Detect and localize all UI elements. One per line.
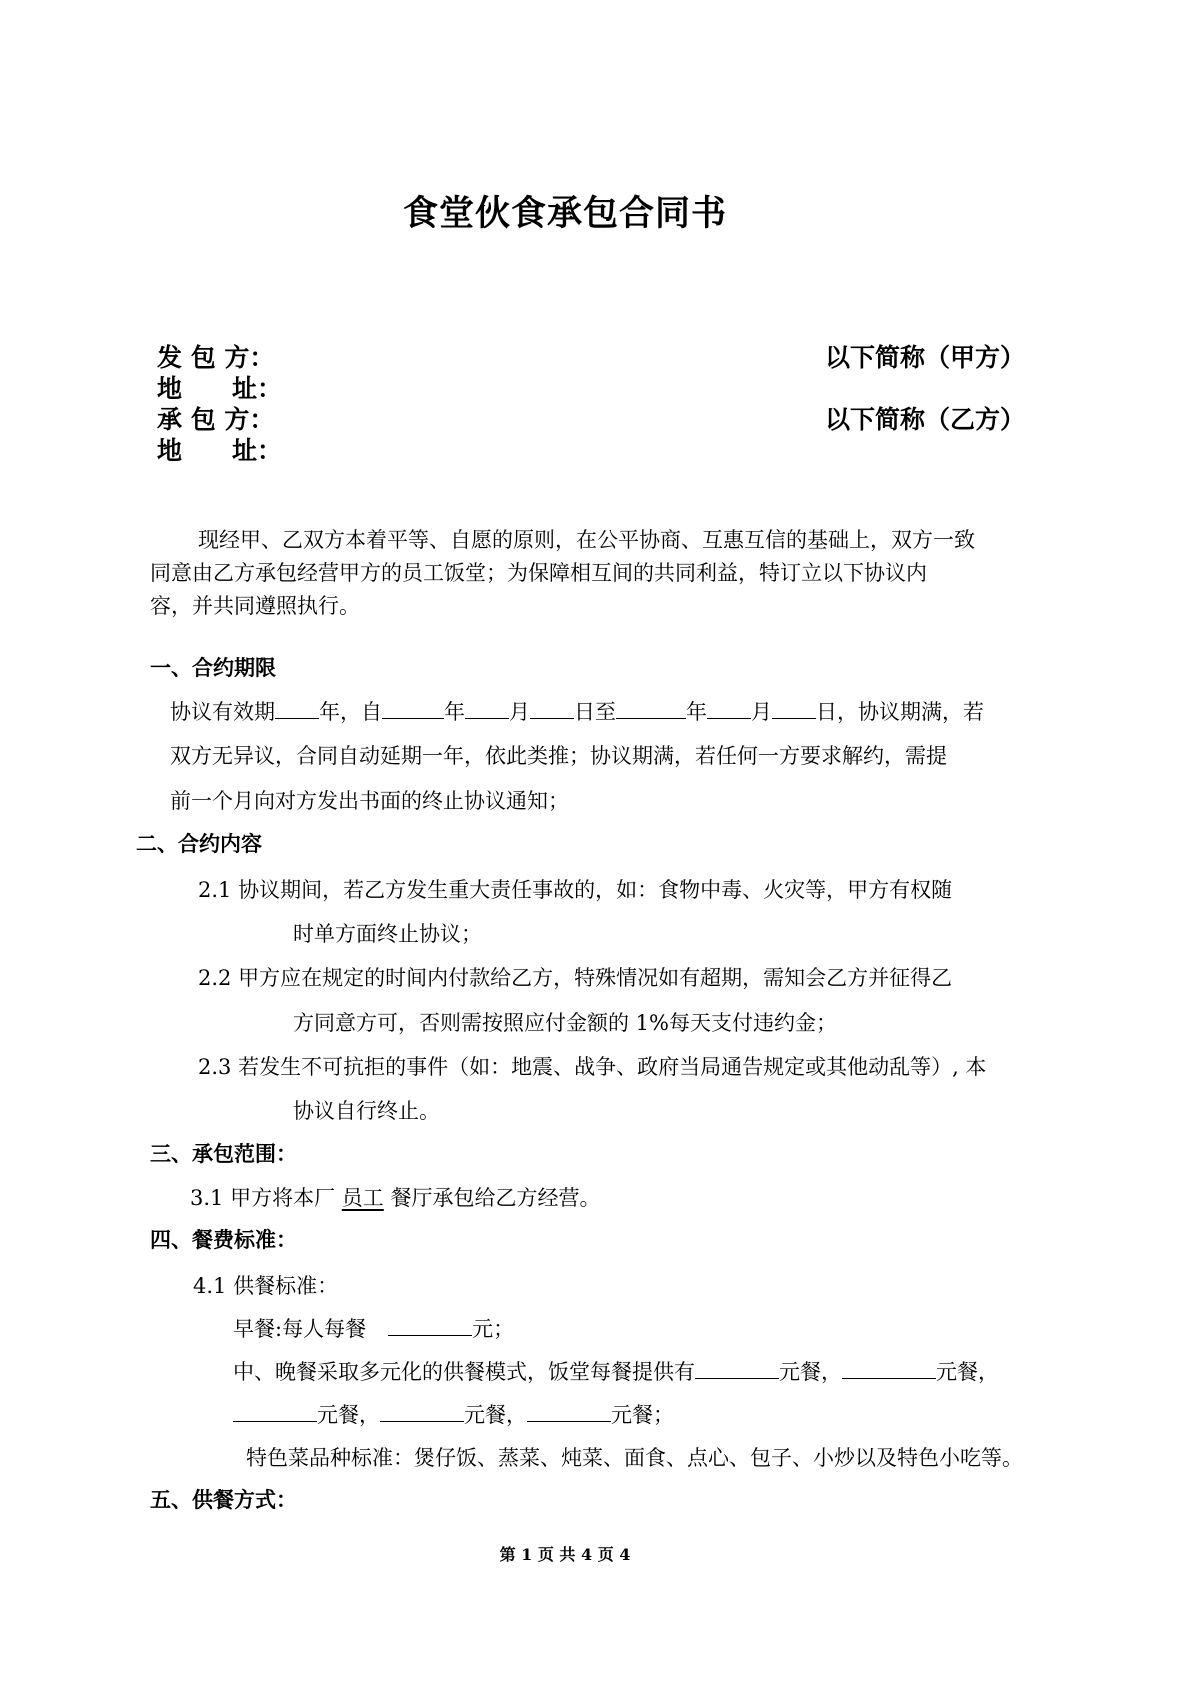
blank-start-day — [530, 696, 574, 719]
party-b-alias: 以下简称（乙方） — [825, 405, 1026, 434]
blank-meal-price-2 — [842, 1356, 936, 1379]
blank-end-month — [707, 696, 751, 719]
clause-3-1: 3.1 甲方将本厂 员工 餐厅承包给乙方经营。 — [190, 1186, 601, 1210]
address-b-label: 地 址： — [157, 436, 283, 465]
clause-4-1: 4.1 供餐标准： — [193, 1274, 339, 1298]
scope-fill: 员工 — [341, 1186, 384, 1210]
meal-price-line: 元餐， 元餐， 元餐； — [233, 1397, 674, 1433]
blank-meal-price-5 — [527, 1399, 611, 1422]
blank-breakfast-price — [388, 1313, 472, 1336]
section-4-heading: 四、餐费标准： — [150, 1227, 297, 1252]
lunch-dinner-line: 中、晚餐采取多元化的供餐模式，饭堂每餐提供有 元餐， 元餐， — [233, 1354, 999, 1390]
section-1-heading: 一、合约期限 — [150, 655, 276, 680]
blank-meal-price-3 — [233, 1399, 317, 1422]
clause-2-1-line-1: 2.1 协议期间，若乙方发生重大责任事故的，如：食物中毒、火灾等，甲方有权随 — [198, 878, 953, 902]
page-footer: 第 1 页 共 4 页 4 — [499, 1545, 631, 1564]
document-title: 食堂伙食承包合同书 — [402, 193, 727, 234]
blank-meal-price-1 — [695, 1356, 779, 1379]
term-line-2: 双方无异议，合同自动延期一年，依此类推；协议期满，若任何一方要求解约，需提 — [170, 744, 947, 768]
special-dishes-line: 特色菜品种标准：煲仔饭、蒸菜、炖菜、面食、点心、包子、小炒以及特色小吃等。 — [246, 1446, 1023, 1470]
term-line-3: 前一个月向对方发出书面的终止协议通知； — [170, 789, 569, 813]
term-line-1: 协议有效期 年，自 年 月 日至 年 月 日，协议期满，若 — [170, 694, 984, 730]
blank-end-year — [616, 696, 686, 719]
blank-years — [275, 696, 319, 719]
clause-2-3-line-1: 2.3 若发生不可抗拒的事件（如：地震、战争、政府当局通告规定或其他动乱等）, 本 — [198, 1055, 987, 1079]
section-2-heading: 二、合约内容 — [136, 831, 262, 856]
clause-2-3-line-2: 协议自行终止。 — [293, 1099, 440, 1123]
party-a-alias: 以下简称（甲方） — [825, 343, 1026, 372]
intro-line-2: 同意由乙方承包经营甲方的员工饭堂；为保障相互间的共同利益，特订立以下协议内 — [150, 561, 927, 585]
breakfast-line: 早餐:每人每餐 元； — [233, 1311, 514, 1347]
party-a-label: 发 包 方： — [157, 343, 275, 372]
intro-line-3: 容，并共同遵照执行。 — [150, 594, 360, 618]
clause-2-2-line-2: 方同意方可，否则需按照应付金额的 1%每天支付违约金； — [293, 1011, 837, 1035]
blank-start-month — [465, 696, 509, 719]
address-a-label: 地 址： — [157, 374, 283, 403]
blank-start-year — [382, 696, 444, 719]
section-3-heading: 三、承包范围： — [150, 1141, 297, 1166]
party-b-label: 承 包 方： — [157, 405, 275, 434]
clause-2-1-line-2: 时单方面终止协议； — [293, 922, 482, 946]
section-5-heading: 五、供餐方式： — [150, 1487, 297, 1512]
intro-line-1: 现经甲、乙双方本着平等、自愿的原则，在公平协商、互惠互信的基础上，双方一致 — [198, 528, 975, 552]
blank-meal-price-4 — [380, 1399, 464, 1422]
blank-end-day — [772, 696, 816, 719]
clause-2-2-line-1: 2.2 甲方应在规定的时间内付款给乙方，特殊情况如有超期，需知会乙方并征得乙 — [198, 966, 953, 990]
